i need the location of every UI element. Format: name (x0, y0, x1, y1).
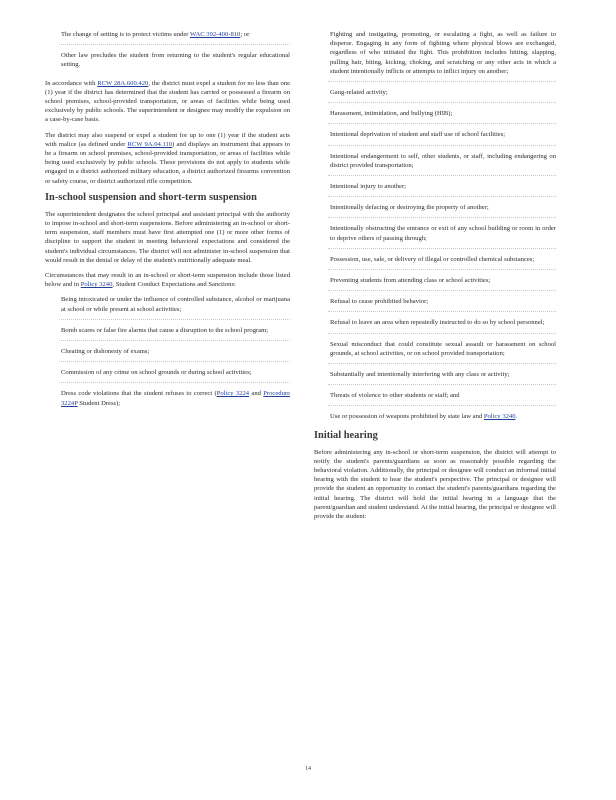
policy-3240-link[interactable]: Policy 3240 (80, 281, 113, 289)
list-item: Use or possession of weapons prohibited by state law and Policy 3240. (314, 412, 556, 421)
list-item: Preventing students from attending class or school activities; (314, 276, 556, 285)
bullet-icon (314, 297, 330, 306)
bullet-icon (314, 88, 330, 97)
list-item: Harassment, intimidation, and bullying (HIB); (314, 109, 556, 118)
divider (328, 175, 556, 176)
bullet-icon (45, 368, 61, 377)
list-item: Dress code violations that the student refuses to correct (Policy 3224 and Procedure 3224P Student Dress); (45, 389, 290, 407)
bullet-icon (314, 152, 330, 170)
bullet-icon (314, 203, 330, 212)
procedure-3224p-link[interactable]: Procedure 3224P (61, 390, 290, 407)
list-item: Being intoxicated or under the influence of controlled substance, alcohol or marijuana at school or while present at school activities; (45, 295, 290, 313)
list-item: Threats of violence to other students or staff; and (314, 391, 556, 400)
bullet-icon (314, 255, 330, 264)
bullet-icon (314, 109, 330, 118)
policy-3240-link[interactable]: Policy 3240 (483, 413, 516, 421)
bullet-icon (314, 370, 330, 379)
list-item: Possession, use, sale, or delivery of illegal or controlled chemical substances; (314, 255, 556, 264)
divider (328, 102, 556, 103)
divider (328, 333, 556, 334)
divider (328, 290, 556, 291)
bullet-icon (314, 412, 330, 421)
divider (59, 319, 290, 320)
left-column (45, 30, 290, 413)
divider (328, 363, 556, 364)
divider (59, 340, 290, 341)
section-heading: Initial hearing (314, 429, 378, 441)
bullet-icon (314, 318, 330, 327)
divider (328, 311, 556, 312)
list-item: Bomb scares or false fire alarms that cause a disruption to the school program; (45, 326, 290, 335)
divider (59, 44, 290, 45)
paragraph: In accordance with RCW 28A.600.420, the district must expel a student for no less than one (1) year if the district has determined that the student has carried or possessed a firearm on school premises, school-provided transportation, or areas of facilities while being used exclusively by public schools. The superintendent or designee may modify the expulsion on a case-by-case basis. (45, 79, 291, 124)
list-item: Substantially and intentionally interfering with any class or activity; (314, 370, 556, 379)
divider (328, 384, 556, 385)
list-item: Intentional injury to another; (314, 182, 556, 191)
bullet-icon (314, 391, 330, 400)
paragraph: Circumstances that may result in an in-school or short-term suspension include those listed below and in Policy 3240, Student Conduct Expectations and Sanctions: (45, 272, 290, 289)
bullet-icon (314, 340, 330, 358)
bullet-icon (45, 347, 61, 356)
list-item: Intentionally obstructing the entrance or exit of any school building or room in order to deprive others of passing through; (314, 224, 556, 242)
section-heading: In-school suspension and short-term suspension (45, 191, 257, 203)
divider (59, 382, 290, 383)
list-item: Intentional endangerment to self, other students, or staff, including endangering on district provided transportation; (314, 152, 556, 170)
list-item: Intentional deprivation of student and staff use of school facilities; (314, 130, 556, 139)
list-item: Intentionally defacing or destroying the property of another; (314, 203, 556, 212)
list-item: Other law precludes the student from returning to the student's regular educational setting. (45, 51, 290, 69)
bullet-icon (314, 224, 330, 242)
divider (328, 145, 556, 146)
rcw-28a-link[interactable]: RCW 28A.600.420 (97, 79, 149, 87)
paragraph: The superintendent designates the school principal and assistant principal with the authority to impose in-school and short-term suspensions. Before administering an in-school or short-term suspension, staff members must have first attempted one (1) or more other forms of discipline to support the student in meeting behavioral expectations and considered the student's individual circumstances. The district will not administer in-school suspension that would result in the denial or delay of the student's nutritionally adequate meal. (45, 210, 290, 264)
rcw-9a-link[interactable]: RCW 9A.04.110 (127, 140, 173, 148)
page-number: 14 (305, 766, 311, 772)
divider (59, 361, 290, 362)
list-item: Refusal to cease prohibited behavior; (314, 297, 556, 306)
list-item: Commission of any crime on school grounds or during school activities; (45, 368, 290, 377)
list-item: Fighting and instigating, promoting, or escalating a fight, as well as failure to disperse. Engaging in any form of fighting where physical blows are exchanged, regardless of who initiated the fight. This prohibition includes hitting, slapping, pulling hair, biting, kicking, choking, and scratching or any other acts in which a student intentionally inflicts or attempts to inflict injury on another; (314, 30, 556, 76)
divider (328, 217, 556, 218)
divider (328, 269, 556, 270)
divider (328, 405, 556, 406)
wac-link[interactable]: WAC 392-400-810 (189, 31, 241, 38)
bullet-icon (314, 30, 330, 76)
paragraph: Before administering any in-school or short-term suspension, the district will attempt to notify the student's parents/guardians as soon as reasonably possible regarding the behavioral violation. Additionally, the principal or designee will conduct an informal initial hearing with the student to hear the student's perspective. The principal or designee will provide the student an opportunity to contact the student's parents/guardians regarding the initial hearing. The district will hold the initial hearing in a language that the parent/guardian and student understand. At the initial hearing, the principal or designee will provide the student: (314, 448, 556, 521)
list-item: The change of setting is to protect victims under WAC 392-400-810; or (45, 30, 290, 39)
list-item: Gang-related activity; (314, 88, 556, 97)
bullet-icon (45, 326, 61, 335)
list-item: Cheating or dishonesty of exams; (45, 347, 290, 356)
paragraph: The district may also suspend or expel a student for up to one (1) year if the student acts with malice (as defined under RCW 9A.04.110) and displays an instrument that appears to be a firearm on school premises, school-provided transportation, or areas of facilities while being used exclusively by public schools. These provisions do not apply to students while engaged in a district authorized military education, a district authorized firearms convention or safety course, or district authorized rifle competition. (45, 131, 290, 185)
divider (328, 81, 556, 82)
bullet-icon (314, 276, 330, 285)
bullet-icon (45, 51, 61, 69)
divider (328, 248, 556, 249)
list-item: Sexual misconduct that could constitute sexual assault or harassment on school grounds, at school activities, or on school provided transportation; (314, 340, 556, 358)
bullet-icon (45, 30, 61, 39)
divider (328, 123, 556, 124)
right-column (314, 30, 556, 527)
bullet-icon (45, 295, 61, 313)
bullet-icon (314, 130, 330, 139)
divider (328, 196, 556, 197)
list-item: Refusal to leave an area when repeatedly instructed to do so by school personnel; (314, 318, 556, 327)
policy-3224-link[interactable]: Policy 3224 (216, 390, 250, 398)
bullet-icon (45, 389, 61, 407)
bullet-icon (314, 182, 330, 191)
